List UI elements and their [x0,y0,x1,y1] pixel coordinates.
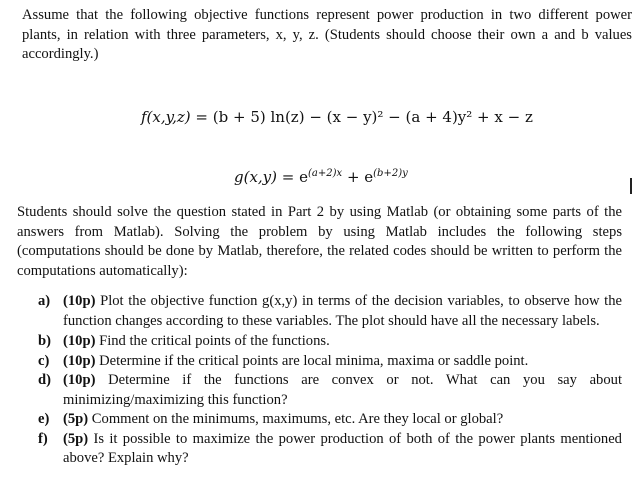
task-points: (10p) [63,333,96,349]
task-item-d [38,371,622,410]
instructions-paragraph: Students should solve the question stated in Part 2 by using Matlab (or obtaining some parts of the answers from Matlab). Solving the problem by using Matlab includes the following steps (computations should be done by Matlab, therefore, the related codes should be written to perform the computations automatically): [17,204,622,279]
equation-g-plus: + e [342,168,374,186]
task-points: (10p) [63,372,96,388]
task-points: (10p) [63,352,96,369]
intro-paragraph: Assume that the following objective functions represent power production in two different power plants, in relation with three parameters, x, y, z. (Students should choose their own a and b values accordingly.) [22,7,632,62]
equation-f-lhs: f(x,y,z) [141,108,191,126]
task-points: (5p) [63,411,89,427]
task-points: (10p) [63,293,96,309]
task-text: Is it possible to maximize the power production of both of the power plants mentioned above? Explain why? [63,430,622,466]
task-item-a [38,292,622,331]
task-label: b) [38,333,51,349]
task-text: Comment on the minimums, maximums, etc. Are they local or global? [91,411,504,427]
task-item-b [38,332,622,352]
text-cursor [630,178,632,194]
task-text: Plot the objective function g(x,y) in terms of the decision variables, to observe how the function changes according to these variables. The plot should have all the necessary labels. [63,293,622,329]
task-item-f [38,430,622,469]
task-text: Determine if the functions are convex or not. What can you say about minimizing/maximizing this function? [63,372,622,408]
equation-g-lhs: g(x,y) [234,168,278,186]
equation-g-exponent-1: (a+2)x [308,168,343,179]
task-label: a) [38,293,51,309]
task-points: (5p) [63,430,89,447]
task-label: f) [38,430,48,447]
task-text: Find the critical points of the functions. [99,333,330,349]
equation-f-rhs: = (b + 5) ln(z) − (x − y)² − (a + 4)y² + x − z [195,108,533,126]
equation-g-eq: = e [281,168,309,186]
equation-f [141,108,533,126]
task-text: Determine if the critical points are local minima, maxima or saddle point. [99,352,529,369]
task-label: d) [38,372,51,388]
equation-g [234,168,408,186]
task-label: c) [38,352,50,369]
task-item-c [38,352,622,372]
task-item-e [38,410,622,430]
task-list [38,292,622,469]
equation-g-exponent-2: (b+2)y [373,168,408,179]
task-label: e) [38,411,50,427]
